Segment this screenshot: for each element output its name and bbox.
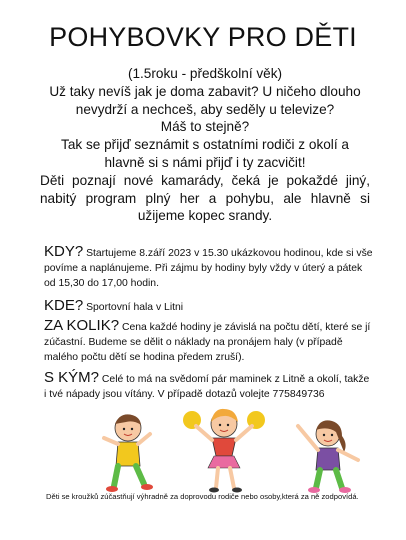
kids-exercising-illustration (90, 398, 380, 494)
girl-stretching-figure (298, 420, 358, 493)
when-text: Startujeme 8.září 2023 v 15.30 ukázkovou hodinou, kde si vše povíme a naplánujeme. Při zájmu by hodiny byly vždy v úterý a pátek od 15,30 do 17,00 hodin. (44, 248, 373, 289)
price-text: Cena každé hodiny je závislá na počtu dětí, které se jí zúčastní. Budeme se dělit o náklady na pronájem haly (v případě malého počtu dětí se hodina předem zruší). (44, 322, 371, 363)
section-price (44, 318, 374, 365)
section-where (44, 298, 374, 315)
intro-kids: Děti poznají nové kamarády, čeká je pokaždé jiný, nabitý program plný her a pohybu, ale hlavně si užijeme kopec srandy. (40, 172, 370, 224)
with-whom-text: Celé to má na svědomí pár maminek z Litně a okolí, takže i tvé nápady jsou vítány. V případě dotazů volejte 775849736 (44, 374, 370, 400)
where-label: KDE? (44, 297, 84, 314)
with-whom-label: S KÝM? (44, 369, 100, 386)
age-range: (1.5roku - předškolní věk) (127, 66, 283, 81)
page-title: POHYBOVKY PRO DĚTI (49, 22, 357, 52)
intro-same: Máš to stejně? (160, 119, 250, 135)
where-text: Sportovní hala v Litni (86, 302, 184, 313)
intro-invite: Tak se přijď seznámit s ostatními rodiči z okolí a hlavně si s námi přijď i ty zacvičit! (61, 137, 349, 170)
section-when (44, 244, 374, 291)
boy-figure (104, 414, 153, 492)
intro-text (40, 65, 370, 225)
girl-cheerleader-figure (183, 409, 265, 493)
footer-note: Děti se kroužků zúčastňují výhradně za doprovodu rodiče nebo osoby,která za ně zodpovídá. (46, 492, 359, 501)
intro-question: Už taky nevíš jak je doma zabavit? U ničeho dlouho nevydrží a nechceš, aby seděly u televize? (49, 83, 361, 117)
when-label: KDY? (44, 243, 84, 260)
price-label: ZA KOLIK? (44, 317, 120, 334)
